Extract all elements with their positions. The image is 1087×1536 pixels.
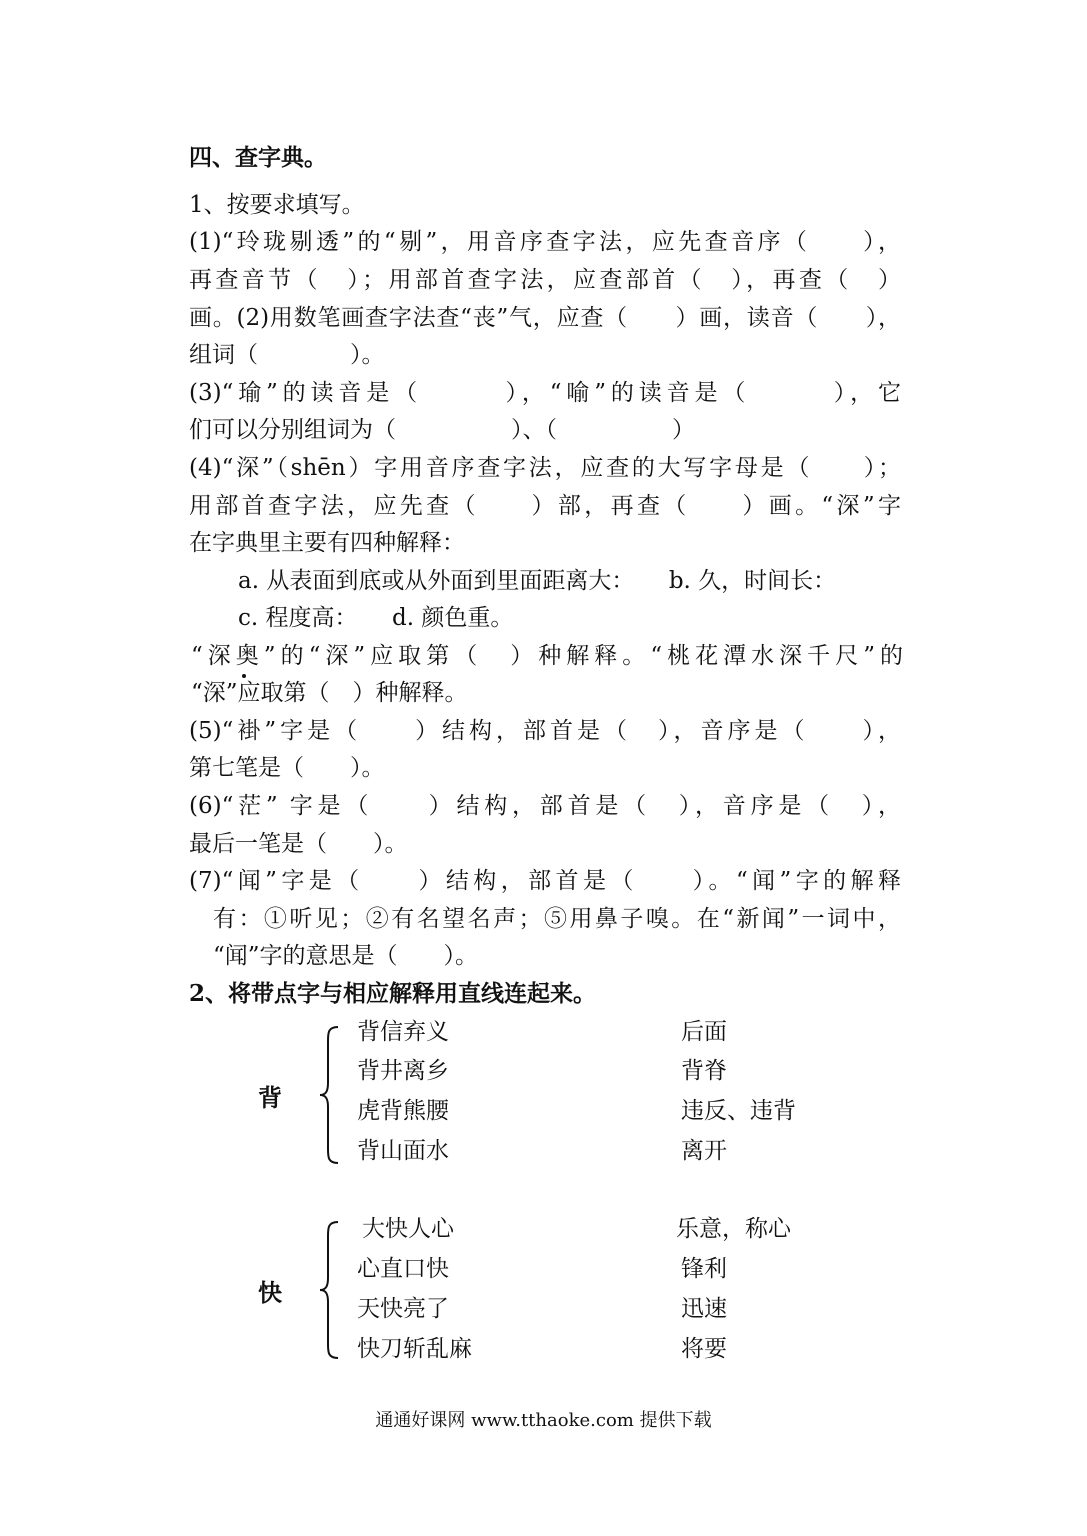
q1-line-7: (4)“深”（shēn）字用音序查字法，应查的大写字母是（ ）； — [189, 455, 901, 481]
q1-line-2: 再查音节（ ）；用部首查字法，应查部首（ ），再查（ ） — [189, 267, 901, 293]
q1-line-5: (3)“瑜”的读音是（ ），“喻”的读音是（ ），它 — [189, 380, 901, 406]
phrase-item: 背信弃义 — [357, 1019, 449, 1045]
page-footer: 通通好课网 www.tthaoke.com 提供下载 — [375, 1410, 712, 1431]
phrase-item: 大快人心 — [362, 1216, 454, 1242]
q6-line-2: 最后一笔是（ ）。 — [189, 831, 408, 857]
meaning-item: 迅速 — [681, 1296, 727, 1322]
q7-line-3: “闻”字的意思是（ ）。 — [213, 943, 479, 969]
meaning-item: 乐意，称心 — [676, 1216, 791, 1242]
definition-a-b: a. 从表面到底或从外面到里面距离大： b. 久，时间长： — [238, 568, 837, 594]
section-title: 四、查字典。 — [189, 144, 327, 171]
phrase-item: 天快亮了 — [357, 1296, 449, 1322]
q1-line-3: 画。(2)用数笔画查字法查“丧”气，应查（ ）画，读音（ ）， — [189, 305, 901, 331]
phrase-item: 快刀斩乱麻 — [357, 1336, 472, 1362]
meaning-item: 违反、违背 — [681, 1098, 796, 1124]
definition-c-d: c. 程度高： d. 颜色重。 — [238, 605, 514, 631]
q4-line-2: “深”应取第（ ）种解释。 — [191, 680, 468, 706]
group-head-char: 快 — [258, 1278, 282, 1307]
q6-line-1: (6)“茫” 字是（ ）结构，部首是（ ），音序是（ ）， — [189, 793, 901, 819]
q5-line-2: 第七笔是（ ）。 — [189, 755, 385, 781]
group-head-char: 背 — [258, 1083, 282, 1112]
q1-line-9: 在字典里主要有四种解释： — [189, 530, 465, 556]
phrase-item: 背山面水 — [357, 1138, 449, 1164]
phrase-item: 虎背熊腰 — [357, 1098, 449, 1124]
q1-line-1: (1)“玲珑剔透”的“剔”，用音序查字法，应先查音序（ ）， — [189, 229, 901, 255]
q7-line-1: (7)“闻”字是（ ）结构，部首是（ ）。“闻”字的解释 — [189, 868, 901, 894]
q1-line-8: 用部首查字法，应先查（ ）部，再查（ ）画。“深”字 — [189, 493, 901, 519]
q2-title: 2、将带点字与相应解释用直线连起来。 — [189, 980, 597, 1007]
q5-line-1: (5)“褂”字是（ ）结构，部首是（ ），音序是（ ）， — [189, 718, 901, 744]
meaning-item: 背脊 — [681, 1058, 727, 1084]
q1-line-4: 组词（ ）。 — [189, 342, 385, 368]
meaning-item: 离开 — [681, 1138, 727, 1164]
left-brace-icon — [318, 1220, 342, 1360]
phrase-item: 心直口快 — [357, 1256, 449, 1282]
meaning-item: 后面 — [681, 1019, 727, 1045]
q7-line-2: 有：①听见；②有名望名声；⑤用鼻子嗅。在“新闻”一词中， — [213, 906, 901, 932]
q1-line-6: 们可以分别组词为（ ）、（ ） — [189, 417, 695, 443]
q4-line-1: “深奥”的“深”应取第（ ）种解释。“桃花潭水深千尺”的 — [191, 643, 903, 669]
phrase-item: 背井离乡 — [357, 1058, 449, 1084]
meaning-item: 锋利 — [681, 1256, 727, 1282]
meaning-item: 将要 — [681, 1336, 727, 1362]
q1-title: 1、按要求填写。 — [189, 192, 365, 218]
